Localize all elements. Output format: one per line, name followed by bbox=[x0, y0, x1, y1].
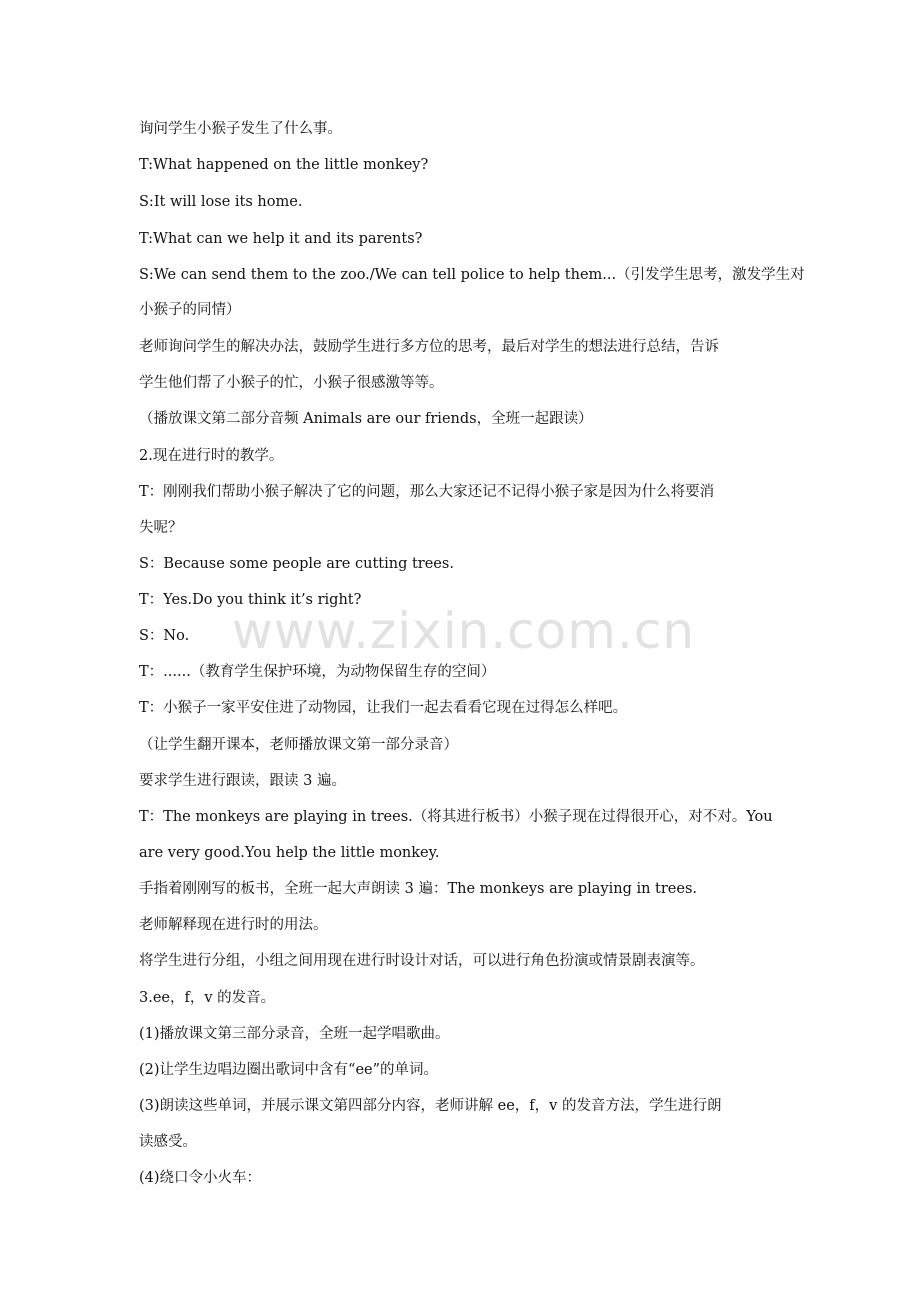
text-line: T：刚刚我们帮助小猴子解决了它的问题，那么大家还记不记得小猴子家是因为什么将要消 bbox=[139, 484, 715, 500]
text-line: T：Yes.Do you think it’s right? bbox=[139, 592, 362, 608]
text-line: T:What happened on the little monkey? bbox=[139, 157, 429, 173]
text-line: 2.现在进行时的教学。 bbox=[139, 448, 284, 464]
text-line: （让学生翻开课本，老师播放课文第一部分录音） bbox=[139, 737, 458, 753]
text-line: (1)播放课文第三部分录音，全班一起学唱歌曲。 bbox=[139, 1026, 450, 1042]
text-line: T：......（教育学生保护环境，为动物保留生存的空间） bbox=[139, 664, 496, 680]
text-line: T：小猴子一家平安住进了动物园，让我们一起去看看它现在过得怎么样吧。 bbox=[139, 700, 628, 716]
text-line: 老师解释现在进行时的用法。 bbox=[139, 917, 328, 933]
text-line: S：Because some people are cutting trees. bbox=[139, 556, 454, 572]
text-line: 3.ee，f，v 的发音。 bbox=[139, 990, 276, 1006]
text-line: 手指着刚刚写的板书，全班一起大声朗读 3 遍：The monkeys are playing in trees. bbox=[139, 881, 698, 897]
text-line: T：The monkeys are playing in trees.（将其进行板书）小猴子现在过得很开心，对不对。You bbox=[139, 809, 773, 825]
text-line: 询问学生小猴子发生了什么事。 bbox=[139, 121, 342, 137]
text-line: 将学生进行分组，小组之间用现在进行时设计对话，可以进行角色扮演或情景剧表演等。 bbox=[139, 953, 705, 969]
text-line: T:What can we help it and its parents? bbox=[139, 231, 423, 247]
text-line: are very good.You help the little monkey. bbox=[139, 845, 440, 861]
watermark: www.zixin.com.cn bbox=[232, 602, 696, 660]
text-line: 小猴子的同情） bbox=[139, 302, 241, 318]
text-line: 失呢？ bbox=[139, 520, 183, 536]
text-line: 老师询问学生的解决办法，鼓励学生进行多方位的思考，最后对学生的想法进行总结，告诉 bbox=[139, 339, 719, 355]
text-line: (4)绕口令小火车： bbox=[139, 1170, 262, 1186]
text-line: 读感受。 bbox=[139, 1134, 197, 1150]
text-line: 学生他们帮了小猴子的忙，小猴子很感激等等。 bbox=[139, 375, 444, 391]
text-line: (2)让学生边唱边圈出歌词中含有“ee”的单词。 bbox=[139, 1062, 439, 1078]
text-line: （播放课文第二部分音频 Animals are our friends，全班一起跟读） bbox=[139, 411, 593, 427]
text-line: S：No. bbox=[139, 628, 190, 644]
text-line: S:It will lose its home. bbox=[139, 194, 303, 210]
text-line: (3)朗读这些单词，并展示课文第四部分内容，老师讲解 ee，f，v 的发音方法，学生进行朗 bbox=[139, 1098, 722, 1114]
text-line: 要求学生进行跟读，跟读 3 遍。 bbox=[139, 773, 346, 789]
text-line: S:We can send them to the zoo./We can tell police to help them...（引发学生思考，激发学生对 bbox=[139, 267, 805, 283]
